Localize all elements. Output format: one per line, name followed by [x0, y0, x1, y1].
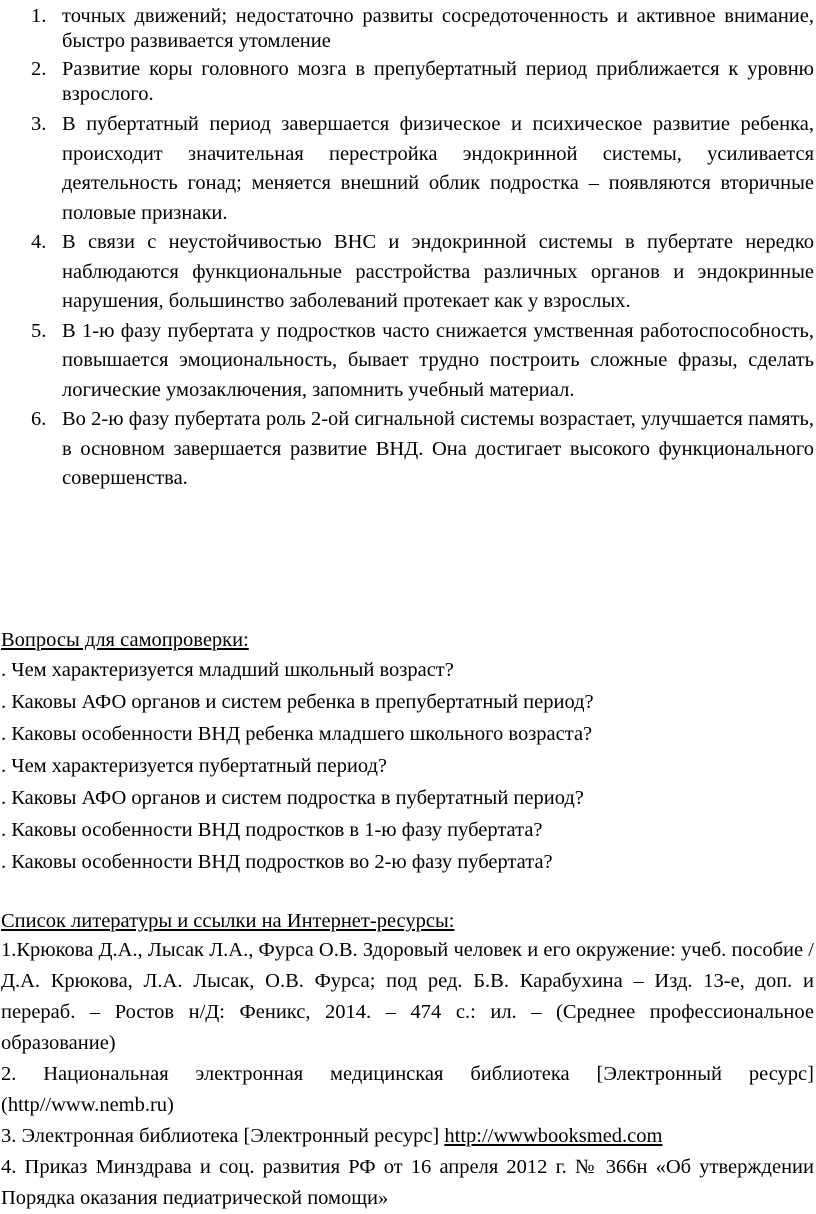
list-item-number: 4.: [31, 231, 47, 253]
question-item: . Чем характеризуется младший школьный возраст?: [1, 659, 454, 681]
reference-item: [1, 1059, 814, 1121]
reference-item: [1, 935, 814, 1059]
list-item-text: В связи с неустойчивостью ВНС и эндокринной системы в пубертате нередко наблюдаются функциональные расстройства различных органов и эндокринные нарушения, большинство заболеваний протекает как у взрослых.: [62, 231, 814, 312]
reference-item: [1, 1121, 814, 1152]
list-item-text: Во 2-ю фазу пубертата роль 2-ой сигнальной системы возрастает, улучшается память, в основном завершается развитие ВНД. Она достигает высокого функционального совершенства.: [62, 408, 814, 489]
list-item-text: В пубертатный период завершается физическое и психическое развитие ребенка, происходит значительная перестройка эндокринной системы, усиливается деятельность гонад; меняется внешний облик подростка – появляются вторичные половые признаки.: [62, 113, 814, 224]
list-item: [0, 405, 816, 494]
self-check-questions: [1, 626, 814, 878]
list-item: [0, 57, 816, 107]
list-item: [0, 317, 816, 406]
question-item: . Каковы особенности ВНД подростков во 2-ю фазу пубертата?: [1, 851, 553, 873]
reference-text: 2. Национальная электронная медицинская библиотека [Электронный ресурс] (http//www.nemb.ru): [1, 1063, 814, 1116]
question-item: . Чем характеризуется пубертатный период?: [1, 755, 388, 777]
list-item-number: 3.: [31, 113, 47, 135]
list-item-number: 6.: [31, 408, 47, 430]
numbered-list: [0, 4, 816, 494]
list-item: [0, 110, 816, 228]
reference-link[interactable]: http://wwwbooksmed.com: [444, 1125, 663, 1147]
reference-text: 3. Электронная библиотека [Электронный ресурс]: [1, 1125, 445, 1147]
list-item-number: 1.: [31, 5, 47, 27]
list-item-number: 5.: [31, 319, 47, 342]
reference-text: 4. Приказ Минздрава и соц. развития РФ от 16 апреля 2012 г. № 366н «Об утверждении Порядка оказания педиатрической помощи»: [1, 1156, 814, 1209]
references-heading: Список литературы и ссылки на Интернет-ресурсы:: [1, 910, 455, 932]
list-item: [0, 228, 816, 317]
list-item-text: В 1-ю фазу пубертата у подростков часто снижается умственная работоспособность, повышается эмоциональность, бывает трудно построить сложные фразы, сделать логические умозаключения, запомнить учебный материал.: [62, 319, 814, 401]
reference-item: [1, 1152, 814, 1214]
reference-text: 1.Крюкова Д.А., Лысак Л.А., Фурса О.В. Здоровый человек и его окружение: учеб. пособие / Д.А. Крюкова, Л.А. Лысак, О.В. Фурса; под ред. Б.В. Карабухина – Изд. 13-е, доп. и перераб. – Ростов н/Д: Феникс, 2014. – 474 с.: ил. – (Среднее профессиональное образование): [1, 939, 814, 1054]
question-item: . Каковы особенности ВНД подростков в 1-ю фазу пубертата?: [1, 819, 543, 841]
list-item-number: 2.: [31, 58, 47, 80]
list-item: [0, 4, 816, 54]
question-item: . Каковы АФО органов и систем ребенка в препубертатный период?: [1, 691, 594, 713]
question-item: . Каковы АФО органов и систем подростка в пубертатный период?: [1, 787, 584, 809]
references: [1, 907, 814, 1214]
questions-heading: Вопросы для самопроверки:: [1, 629, 249, 651]
question-item: . Каковы особенности ВНД ребенка младшего школьного возраста?: [1, 723, 593, 745]
list-item-text: Развитие коры головного мозга в препубертатный период приближается к уровню взрослого.: [62, 58, 814, 105]
list-item-text: точных движений; недостаточно развиты сосредоточенность и активное внимание, быстро развивается утомление: [62, 5, 814, 52]
